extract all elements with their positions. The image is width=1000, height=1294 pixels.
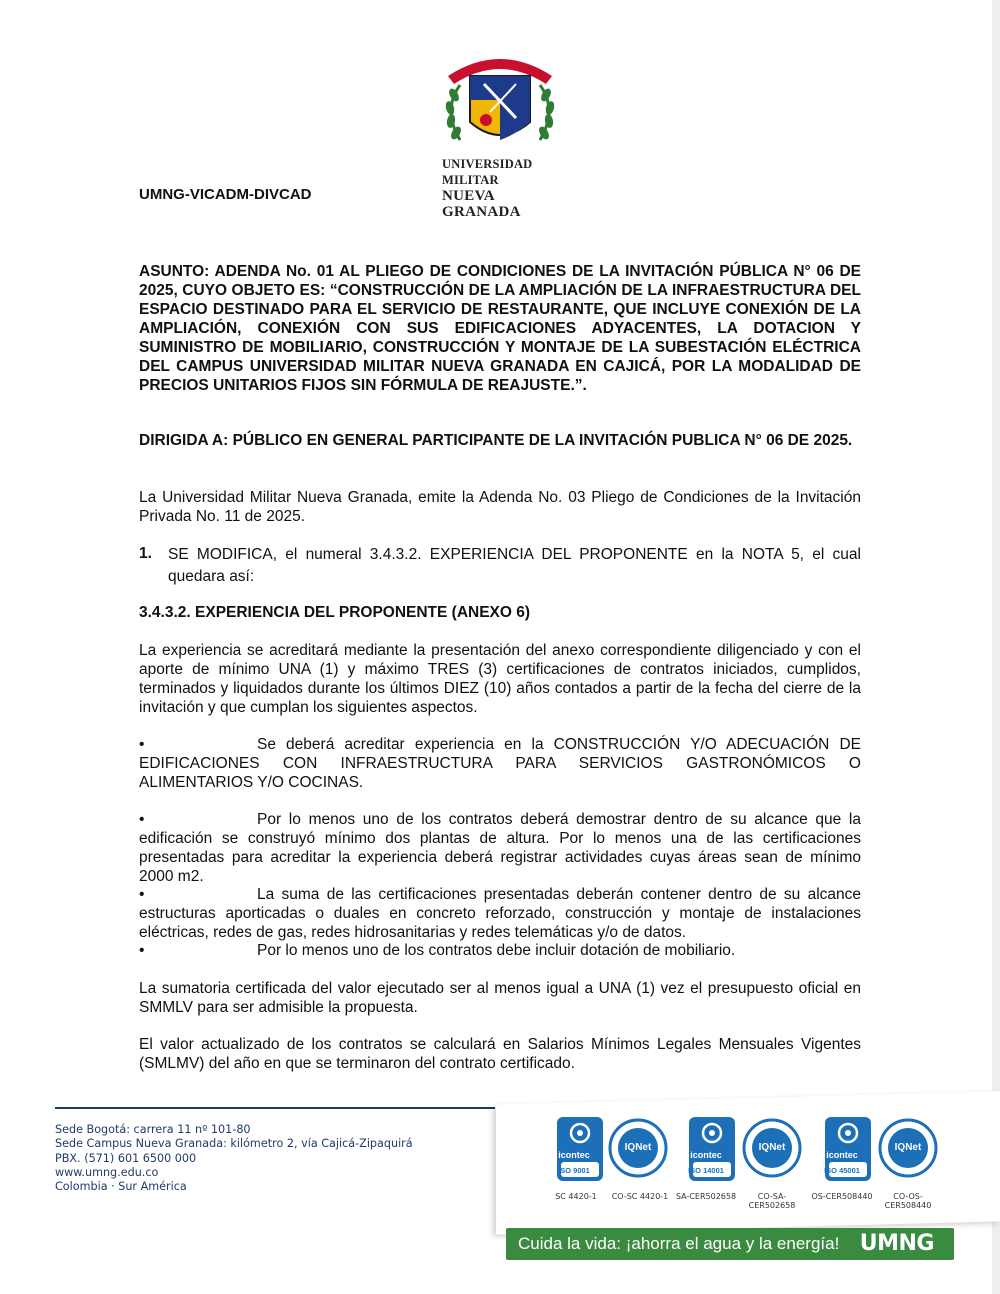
cert-code: SC 4420-1 <box>555 1192 597 1201</box>
slogan-banner <box>506 1228 954 1260</box>
umng-brand-logo: UMNG <box>859 1231 934 1256</box>
cert-code: CO-SA-CER502658 <box>748 1192 796 1210</box>
cert-label: IQNet <box>758 1142 786 1153</box>
item-number: 1. <box>139 545 152 562</box>
cert-iso: ISO 14001 <box>688 1166 724 1175</box>
modification-item <box>139 544 861 588</box>
bullet-text: Por lo menos uno de los contratos debe incluir dotación de mobiliario. <box>257 942 736 959</box>
bullet-item <box>139 735 861 792</box>
country: Colombia · Sur América <box>55 1180 187 1194</box>
footer-divider <box>55 1107 495 1109</box>
bullet-text: Se deberá acreditar experiencia en la CONSTRUCCIÓN Y/O ADECUACIÓN DE EDIFICACIONES CON INFRAESTRUCTURA PARA SERVICIOS GASTRONÓMICOS O ALIMENTARIOS Y/O COCINAS. <box>139 736 861 791</box>
bullet-item <box>139 941 861 960</box>
crest-shield-icon <box>420 40 580 155</box>
item-text: SE MODIFICA, el numeral 3.4.3.2. EXPERIENCIA DEL PROPONENTE en la NOTA 5, el cual quedara así: <box>168 546 861 585</box>
document-reference: UMNG-VICADM-DIVCAD <box>139 186 312 203</box>
iqnet-badge <box>878 1116 938 1187</box>
bullet-marker: • <box>139 886 145 903</box>
cert-label: icontec <box>690 1150 722 1160</box>
sum-paragraph: La sumatoria certificada del valor ejecutado ser al menos igual a UNA (1) vez el presupuesto oficial en SMMLV para ser admisible la propuesta. <box>139 980 861 1016</box>
address-campus: Sede Campus Nueva Granada: kilómetro 2, vía Cajicá-Zipaquirá <box>55 1137 413 1151</box>
bullet-marker: • <box>139 942 145 959</box>
website-link[interactable]: www.umng.edu.co <box>55 1165 159 1179</box>
slogan-text: Cuida la vida: ¡ahorra el agua y la energía! <box>518 1234 840 1253</box>
cert-iso: ISO 45001 <box>824 1166 860 1175</box>
value-paragraph: El valor actualizado de los contratos se calculará en Salarios Mínimos Legales Mensuales Vigentes (SMLMV) del año en que se terminaron del contrato certificado. <box>139 1036 861 1072</box>
cert-code: OS-CER508440 <box>811 1192 873 1201</box>
cert-code: SA-CER502658 <box>675 1192 737 1201</box>
section-title: 3.4.3.2. EXPERIENCIA DEL PROPONENTE (ANEXO 6) <box>139 604 531 621</box>
icontec-iso45001-badge <box>818 1116 878 1187</box>
cert-code: CO-SC 4420-1 <box>611 1192 669 1201</box>
bullet-text: La suma de las certificaciones presentadas deberán contener dentro de su alcance estructuras aporticadas o duales en concreto reforzado, construcción y montaje de instalaciones eléctricas, redes de gas, redes hidrosanitarias y redes telemáticas y/o de datos. <box>139 886 861 941</box>
icontec-iso9001-badge <box>550 1116 610 1187</box>
cert-label: icontec <box>826 1150 858 1160</box>
bullet-marker: • <box>139 811 145 828</box>
cert-label: IQNet <box>894 1142 922 1153</box>
phone: PBX. (571) 601 6500 000 <box>55 1151 197 1165</box>
university-name-line2: NUEVA GRANADA <box>442 188 521 220</box>
bullet-marker: • <box>139 736 145 753</box>
footer-address <box>55 1123 413 1194</box>
cert-code: CO-OS-CER508440 <box>884 1192 932 1210</box>
iqnet-badge <box>742 1116 802 1187</box>
bullet-item <box>139 885 861 942</box>
university-name <box>442 156 562 220</box>
subject-paragraph: ASUNTO: ADENDA No. 01 AL PLIEGO DE CONDICIONES DE LA INVITACIÓN PÚBLICA N° 06 DE 2025, CUYO OBJETO ES: “CONSTRUCCIÓN DE LA AMPLIACIÓN DE LA INFRAESTRUCTURA DEL ESPACIO DESTINADO PARA EL SERVICIO DE RESTAURANTE, QUE INCLUYE CONEXIÓN DE LA AMPLIACIÓN, CONEXIÓN CON SUS EDIFICACIONES ADYACENTES, LA DOTACION Y SUMINISTRO DE MOBILIARIO, CONSTRUCCIÓN Y MONTAJE DE LA SUBESTACIÓN ELÉCTRICA DEL CAMPUS UNIVERSIDAD MILITAR NUEVA GRANADA EN CAJICÁ, POR LA MODALIDAD DE PRECIOS UNITARIOS FIJOS SIN FÓRMULA DE REAJUSTE.”. <box>139 263 861 394</box>
bullet-text: Por lo menos uno de los contratos deberá demostrar dentro de su alcance que la edificación se construyó mínimo dos plantas de altura. Por lo menos una de las certificaciones presentadas para acreditar la experiencia deberá registrar actividades cuyas áreas sean de mínimo 2000 m2. <box>139 811 861 885</box>
intro-paragraph: La Universidad Militar Nueva Granada, emite la Adenda No. 03 Pliego de Condiciones de la Invitación Privada No. 11 de 2025. <box>139 489 861 525</box>
university-name-line1: UNIVERSIDAD MILITAR <box>442 157 533 187</box>
experience-paragraph: La experiencia se acreditará mediante la presentación del anexo correspondiente diligenciado y con el aporte de mínimo UNA (1) y máximo TRES (3) certificaciones de contratos iniciados, cumplidos, terminados y liquidados durante los últimos DIEZ (10) años contados a partir de la fecha del cierre de la invitación y que cumplan los siguientes aspectos. <box>139 642 861 716</box>
cert-iso: ISO 9001 <box>558 1166 590 1175</box>
address-bogota: Sede Bogotá: carrera 11 nº 101-80 <box>55 1123 251 1136</box>
addressed-to: DIRIGIDA A: PÚBLICO EN GENERAL PARTICIPANTE DE LA INVITACIÓN PUBLICA N° 06 DE 2025. <box>139 432 853 449</box>
icontec-iso14001-badge <box>682 1116 742 1187</box>
iqnet-badge <box>608 1116 668 1187</box>
cert-label: icontec <box>558 1150 590 1160</box>
bullet-item <box>139 810 861 886</box>
cert-label: IQNet <box>624 1142 652 1153</box>
